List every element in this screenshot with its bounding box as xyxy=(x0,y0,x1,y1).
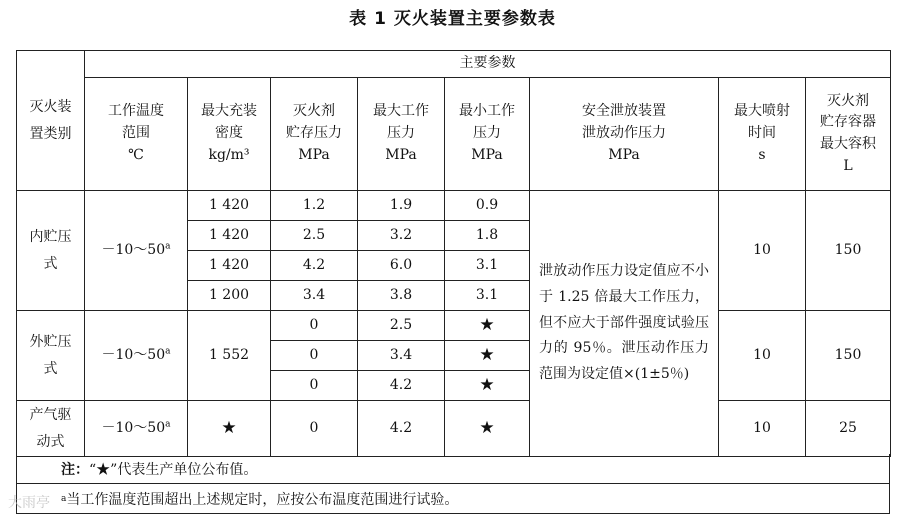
type-gas-driven: 产气驱动式 xyxy=(17,401,85,457)
storage-pressure-cell: 0 xyxy=(271,371,358,401)
density-cell: 1 420 xyxy=(188,191,271,221)
header-safety-relief-pressure: 安全泄放装置 泄放动作压力 MPa xyxy=(530,78,719,191)
header-work-temperature: 工作温度 范围 ℃ xyxy=(85,78,188,191)
max-pressure-cell: 4.2 xyxy=(358,371,445,401)
storage-pressure-cell: 0 xyxy=(271,311,358,341)
max-pressure-cell: 6.0 xyxy=(358,251,445,281)
min-pressure-cell: 1.8 xyxy=(445,221,530,251)
volume-cell: 150 xyxy=(806,191,891,311)
max-pressure-cell: 1.9 xyxy=(358,191,445,221)
temp-range-cell: $-10\sim 50^a$ xyxy=(85,191,188,311)
note-label: 注： xyxy=(61,461,89,478)
max-pressure-cell: 3.2 xyxy=(358,221,445,251)
table-row xyxy=(17,401,891,457)
density-cell: 1 420 xyxy=(188,251,271,281)
star-icon: ★ xyxy=(479,418,495,439)
note-star-text: “★”代表生产单位公布值。 xyxy=(89,461,258,478)
spray-time-cell: 10 xyxy=(719,401,806,457)
storage-pressure-cell: 2.5 xyxy=(271,221,358,251)
type-external: 外贮压式 xyxy=(17,311,85,401)
storage-pressure-cell: 1.2 xyxy=(271,191,358,221)
star-icon: ★ xyxy=(479,375,495,396)
footnote-a: a 当工作温度范围超出上述规定时，应按公布温度范围进行试验。 xyxy=(16,484,890,514)
table-row xyxy=(17,311,891,341)
table-row xyxy=(17,191,891,221)
density-cell: 1 420 xyxy=(188,221,271,251)
density-cell: 1 200 xyxy=(188,281,271,311)
min-pressure-cell: 3.1 xyxy=(445,251,530,281)
min-pressure-star xyxy=(445,371,530,401)
header-storage-pressure: 灭火剂 贮存压力 MPa xyxy=(271,78,358,191)
footnote-star xyxy=(16,454,890,484)
storage-pressure-cell: 3.4 xyxy=(271,281,358,311)
temp-range-cell: $-10\sim 50^a$ xyxy=(85,311,188,401)
parameter-table xyxy=(16,50,891,457)
min-pressure-cell: 3.1 xyxy=(445,281,530,311)
safety-relief-description: 泄放动作压力设定值应不小于 1.25 倍最大工作压力，但不应大于部件强度试验压力的 95％。泄压动作压力范围为设定值×(1±5％) xyxy=(530,191,719,457)
density-cell: 1 552 xyxy=(188,311,271,401)
header-min-working-pressure: 最小工作 压力 MPa xyxy=(445,78,530,191)
storage-pressure-cell: 4.2 xyxy=(271,251,358,281)
spray-time-cell: 10 xyxy=(719,191,806,311)
header-max-fill-density: 最大充装 密度 kg/m³ xyxy=(188,78,271,191)
min-pressure-star xyxy=(445,341,530,371)
min-pressure-cell: 0.9 xyxy=(445,191,530,221)
header-main-params: 主要参数 xyxy=(85,51,891,78)
type-internal: 内贮压式 xyxy=(17,191,85,311)
storage-pressure-cell: 0 xyxy=(271,341,358,371)
storage-pressure-cell: 0 xyxy=(271,401,358,457)
table-title: 表 1 灭火装置主要参数表 xyxy=(349,9,556,29)
note-a-text: 当工作温度范围超出上述规定时，应按公布温度范围进行试验。 xyxy=(66,491,459,508)
max-pressure-cell: 2.5 xyxy=(358,311,445,341)
volume-cell: 150 xyxy=(806,311,891,401)
density-star xyxy=(188,401,271,457)
star-icon: ★ xyxy=(479,345,495,366)
max-pressure-cell: 3.4 xyxy=(358,341,445,371)
header-device-type: 灭火装置类别 xyxy=(17,51,85,191)
min-pressure-star xyxy=(445,401,530,457)
star-icon: ★ xyxy=(221,418,237,439)
star-icon: ★ xyxy=(479,315,495,336)
max-pressure-cell: 3.8 xyxy=(358,281,445,311)
header-max-spray-time: 最大喷射 时间 s xyxy=(719,78,806,191)
spray-time-cell: 10 xyxy=(719,311,806,401)
max-pressure-cell: 4.2 xyxy=(358,401,445,457)
min-pressure-star xyxy=(445,311,530,341)
watermark: 大雨亭 xyxy=(8,495,50,511)
header-max-working-pressure: 最大工作 压力 MPa xyxy=(358,78,445,191)
temp-range-cell: $-10\sim 50^a$ xyxy=(85,401,188,457)
header-max-container-volume: 灭火剂 贮存容器 最大容积 L xyxy=(806,78,891,191)
volume-cell: 25 xyxy=(806,401,891,457)
